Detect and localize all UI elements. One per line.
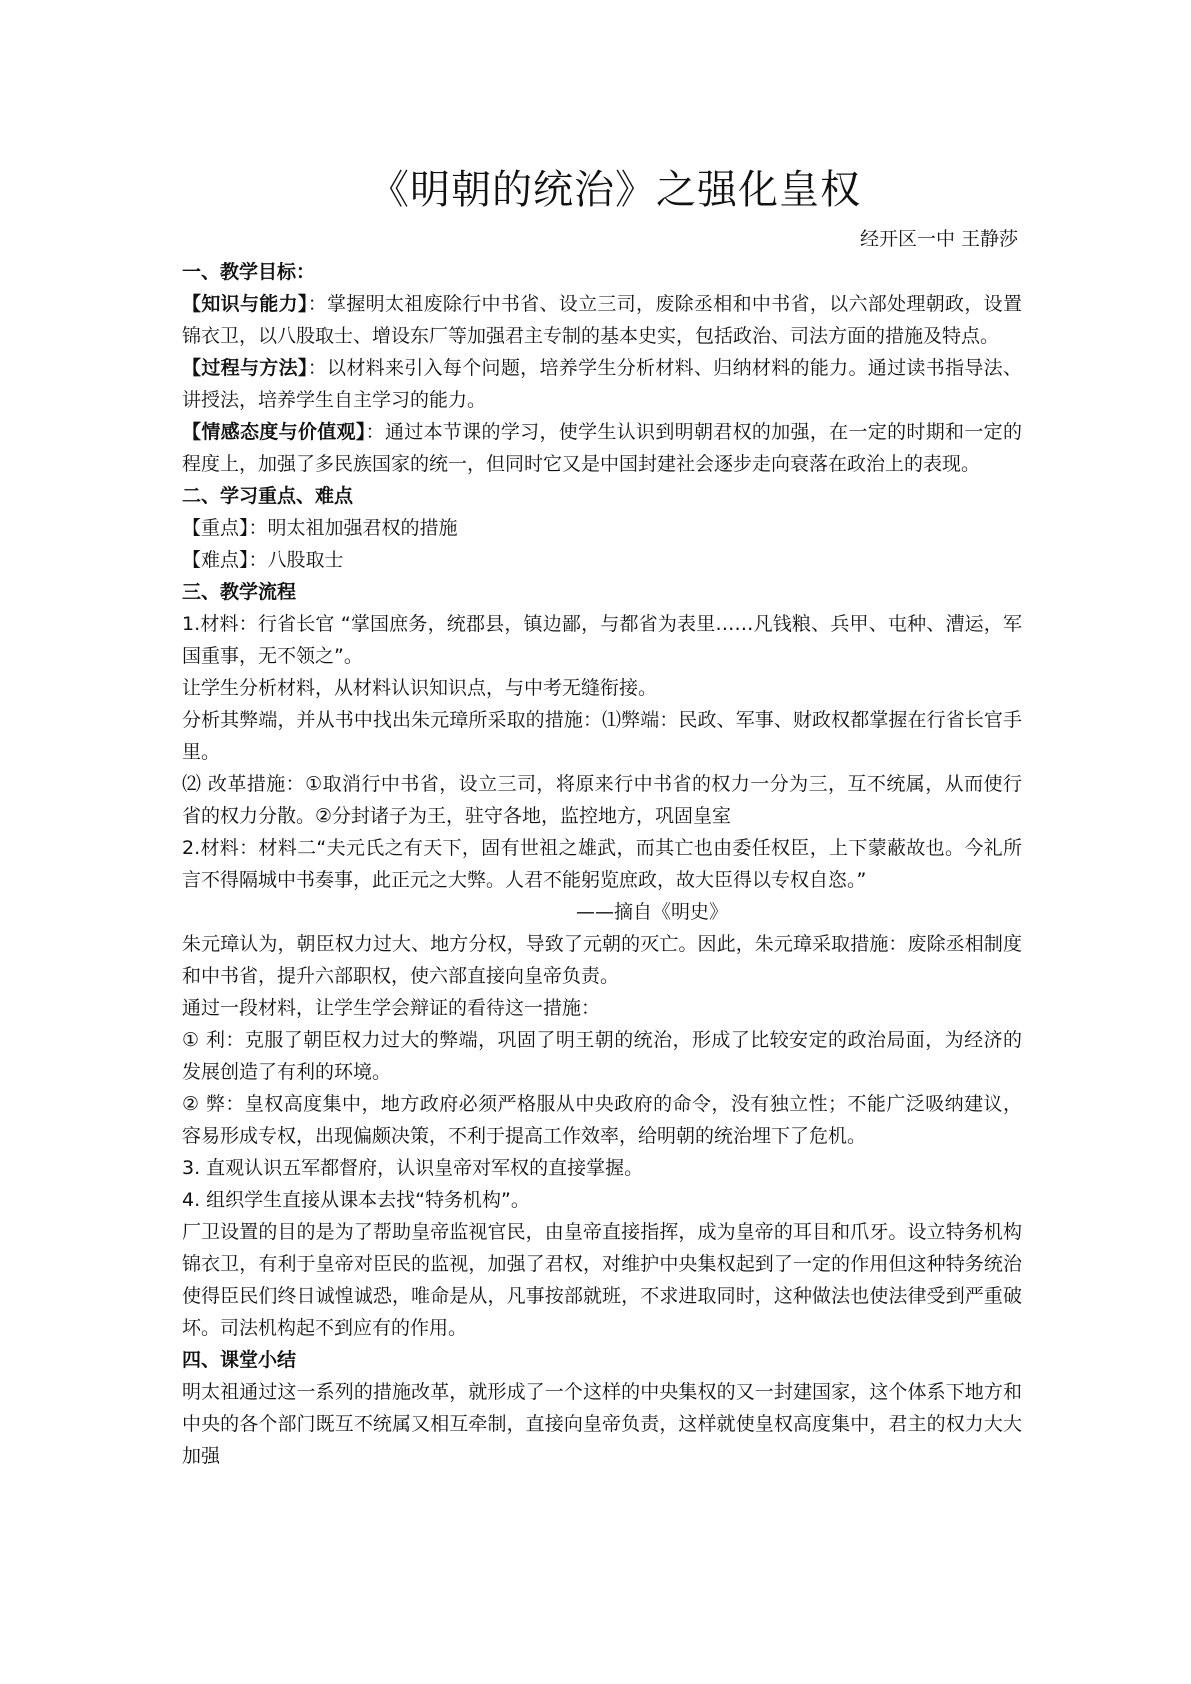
section-heading-focus: 二、学习重点、难点 (182, 485, 354, 507)
flow-paragraph: 厂卫设置的目的是为了帮助皇帝监视官民，由皇帝直接指挥，成为皇帝的耳目和爪牙。设立特务机构锦衣卫，有利于皇帝对臣民的监视，加强了君权，对维护中央集权起到了一定的作用但这种特务统治使得臣民们终日诚惶诚恐，唯命是从，凡事按部就班，不求进取同时，这种做法也使法律受到严重破坏。司法机构起不到应有的作用。 (182, 1221, 1022, 1339)
objective-text: ：以材料来引入每个问题，培养学生分析材料、归纳材料的能力。通过读书指导法、讲授法，培养学生自主学习的能力。 (182, 357, 1022, 411)
document-page (182, 158, 1022, 1472)
flow-paragraph: 3. 直观认识五军都督府，认识皇帝对军权的直接掌握。 (182, 1157, 644, 1179)
flow-paragraph: 4. 组织学生直接从课本去找“特务机构”。 (182, 1189, 530, 1211)
flow-paragraph: 通过一段材料，让学生学会辩证的看待这一措施： (182, 997, 601, 1019)
objective-text: ：通过本节课的学习，使学生认识到明朝君权的加强，在一定的时期和一定的程度上，加强了多民族国家的统一，但同时它又是中国封建社会逐步走向衰落在政治上的表现。 (182, 421, 1022, 475)
flow-paragraph: 1.材料：行省长官 “掌国庶务，统郡县，镇边鄙，与都省为表里……凡钱粮、兵甲、屯种、漕运，军国重事，无不领之”。 (182, 613, 1022, 667)
focus-text: ：八股取士 (248, 549, 344, 571)
flow-paragraph: 2.材料：材料二“夫元氏之有天下，固有世祖之雄武，而其亡也由委任权臣，上下蒙蔽故也。今礼所言不得隔城中书奏事，此正元之大弊。人君不能躬览庶政，故大臣得以专权自恣。” (182, 837, 1022, 891)
objective-emotion (182, 416, 1022, 480)
focus-label: 【重点】 (182, 517, 249, 539)
focus-difficulty (182, 544, 1022, 576)
author-line: 经开区一中 王静莎 (859, 228, 1018, 250)
flow-paragraph: 让学生分析材料，从材料认识知识点，与中考无缝衔接。 (182, 677, 658, 699)
objective-process (182, 352, 1022, 416)
flow-paragraph: ② 弊：皇权高度集中，地方政府必须严格服从中央政府的命令，没有独立性；不能广泛吸纳建议，容易形成专权，出现偏颇决策，不利于提高工作效率，给明朝的统治埋下了危机。 (182, 1093, 1022, 1147)
focus-key (182, 512, 1022, 544)
section-heading-flow: 三、教学流程 (182, 581, 297, 603)
focus-label: 【难点】 (182, 549, 249, 571)
objective-label: 【过程与方法】 (182, 357, 308, 379)
flow-paragraph: 分析其弊端，并从书中找出朱元璋所采取的措施：⑴弊端：民政、军事、财政权都掌握在行省长官手里。 (182, 709, 1022, 763)
quote-source: ——摘自《明史》 (575, 901, 728, 923)
objective-text: ：掌握明太祖废除行中书省、设立三司，废除丞相和中书省，以六部处理朝政，设置锦衣卫，以八股取士、增设东厂等加强君主专制的基本史实，包括政治、司法方面的措施及特点。 (182, 293, 1022, 347)
flow-paragraph: ⑵ 改革措施：①取消行中书省，设立三司，将原来行中书省的权力一分为三，互不统属，从而使行省的权力分散。②分封诸子为王，驻守各地，监控地方，巩固皇室 (182, 773, 1022, 827)
flow-paragraph: 朱元璋认为，朝臣权力过大、地方分权，导致了元朝的灭亡。因此，朱元璋采取措施：废除丞相制度和中书省，提升六部职权，使六部直接向皇帝负责。 (182, 933, 1022, 987)
objective-knowledge (182, 288, 1022, 352)
summary-paragraph: 明太祖通过这一系列的措施改革，就形成了一个这样的中央集权的又一封建国家，这个体系下地方和中央的各个部门既互不统属又相互牵制，直接向皇帝负责，这样就使皇权高度集中，君主的权力大大加强 (182, 1381, 1022, 1467)
section-heading-objectives: 一、教学目标： (182, 261, 316, 283)
document-title: 《明朝的统治》之强化皇权 (369, 167, 861, 213)
objective-label: 【情感态度与价值观】 (182, 421, 366, 443)
focus-text: ：明太祖加强君权的措施 (248, 517, 458, 539)
flow-paragraph: ① 利：克服了朝臣权力过大的弊端，巩固了明王朝的统治，形成了比较安定的政治局面，为经济的发展创造了有利的环境。 (182, 1029, 1022, 1083)
section-heading-summary: 四、课堂小结 (182, 1349, 297, 1371)
objective-label: 【知识与能力】 (182, 293, 308, 315)
